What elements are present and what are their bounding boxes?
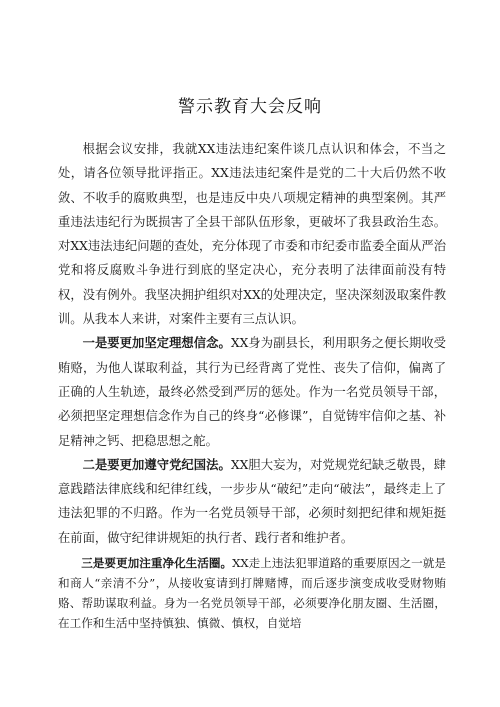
document-title: 警示教育大会反响 [178, 97, 322, 117]
paragraph-text: XX胆大妄为，对党规党纪缺乏敬畏，肆意践踏法律底线和纪律红线，一步步从“破纪”走向“破法”，最终走上了违法犯罪的不归路。作为一名党员领导干部，必须时刻把纪律和规矩挺在前面，做守纪律讲规矩的执行者、践行者和维护者。 [58, 457, 446, 545]
paragraph-lead: 一是要更加坚定理想信念。 [82, 335, 231, 351]
paragraph-text: XX身为副县长，利用职务之便长期收受贿赂，为他人谋取利益，其行为已经背离了党性、丧失了信仰，偏离了正确的人生轨迹，最终必然受到严厉的惩处。作为一名党员领导干部，必须把坚定理想信念作为自己的终身“必修课”，自觉铸牢信仰之基、补足精神之钙、把稳思想之舵。 [58, 336, 446, 448]
paragraph-point-1 [58, 331, 446, 452]
paragraph-lead: 二是要更加遵守党纪国法。 [82, 456, 231, 472]
paragraph-text: XX走上违法犯罪道路的重要原因之一就是和商人“亲清不分”，从接收宴请到打牌赌博，而后逐步演变成收受财物贿赂、帮助谋取利益。身为一名党员领导干部，必须要净化朋友圈、生活圈，在工作和生活中坚持慎独、慎微、慎权，自觉培 [58, 556, 446, 631]
paragraph-point-2 [58, 453, 446, 550]
paragraph-lead: 三是要更加注重净化生活圈。 [81, 556, 233, 571]
paragraph-intro [58, 137, 446, 331]
document-body [58, 137, 446, 633]
paragraph-point-3 [58, 553, 446, 633]
paragraph-text: 根据会议安排，我就XX违法违纪案件谈几点认识和体会，不当之处，请各位领导批评指正。XX违法违纪案件是党的二十大后仍然不收敛、不收手的腐败典型，也是违反中央八项规定精神的典型案例。其严重违法违纪行为既损害了全县干部队伍形象，更破坏了我县政治生态。对XX违法违纪问题的查处，充分体现了市委和市纪委市监委全面从严治党和将反腐败斗争进行到底的坚定决心，充分表明了法律面前没有特权，没有例外。我坚决拥护组织对XX的处理决定，坚决深刻汲取案件教训。从我本人来讲，对案件主要有三点认识。 [58, 142, 446, 327]
